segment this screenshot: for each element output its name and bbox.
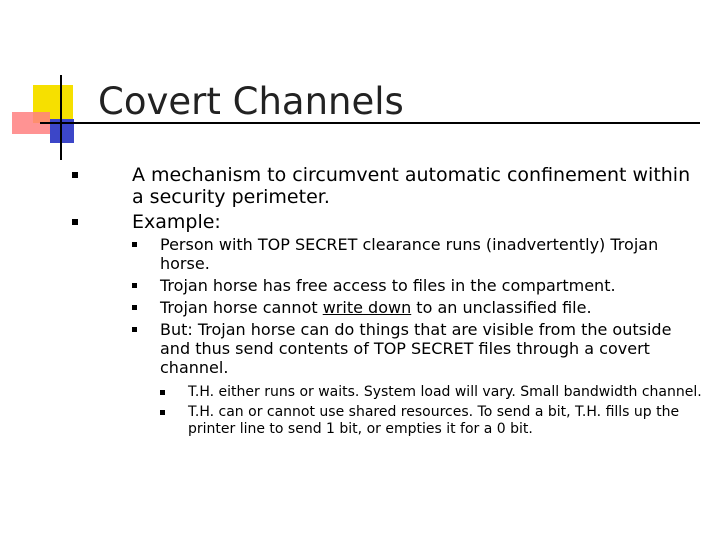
- sub-sub-bullet-item: [160, 384, 702, 401]
- sub-bullet-text-pre: Trojan horse cannot: [160, 298, 323, 317]
- square-bullet-icon: [132, 327, 137, 332]
- bullet-text: Example:: [132, 211, 221, 233]
- bullet-list: [72, 164, 702, 441]
- sub-bullet-item: [132, 276, 702, 295]
- square-bullet-icon: [132, 305, 137, 310]
- decorative-vertical-line: [60, 75, 62, 160]
- sub-bullet-text: Person with TOP SECRET clearance runs (inadvertently) Trojan horse.: [160, 235, 659, 273]
- square-bullet-icon: [72, 219, 78, 225]
- sub-bullet-list: [132, 235, 702, 438]
- square-bullet-icon: [132, 242, 137, 247]
- sub-bullet-item: [132, 320, 702, 438]
- sub-sub-bullet-text: T.H. either runs or waits. System load will vary. Small bandwidth channel.: [188, 384, 702, 400]
- sub-bullet-text: But: Trojan horse can do things that are visible from the outside and thus send contents of TOP SECRET files through a covert channel.: [160, 320, 672, 377]
- bullet-item: [72, 164, 702, 208]
- square-bullet-icon: [132, 283, 137, 288]
- sub-bullet-text: Trojan horse has free access to files in the compartment.: [160, 276, 616, 295]
- square-bullet-icon: [160, 410, 165, 415]
- sub-bullet-item: [132, 235, 702, 273]
- slide-title: Covert Channels: [98, 80, 404, 123]
- square-bullet-icon: [160, 390, 165, 395]
- sub-sub-bullet-item: [160, 404, 702, 438]
- sub-bullet-item: [132, 298, 702, 317]
- underlined-term: write down: [322, 298, 412, 317]
- sub-sub-bullet-list: [160, 384, 702, 438]
- square-bullet-icon: [72, 172, 78, 178]
- bullet-text: A mechanism to circumvent automatic confinement within a security perimeter.: [132, 164, 691, 208]
- sub-bullet-text-post: to an unclassified file.: [411, 298, 592, 317]
- sub-sub-bullet-text: T.H. can or cannot use shared resources. To send a bit, T.H. fills up the printer line to send 1 bit, or empties it for a 0 bit.: [188, 404, 680, 437]
- bullet-item: [72, 211, 702, 438]
